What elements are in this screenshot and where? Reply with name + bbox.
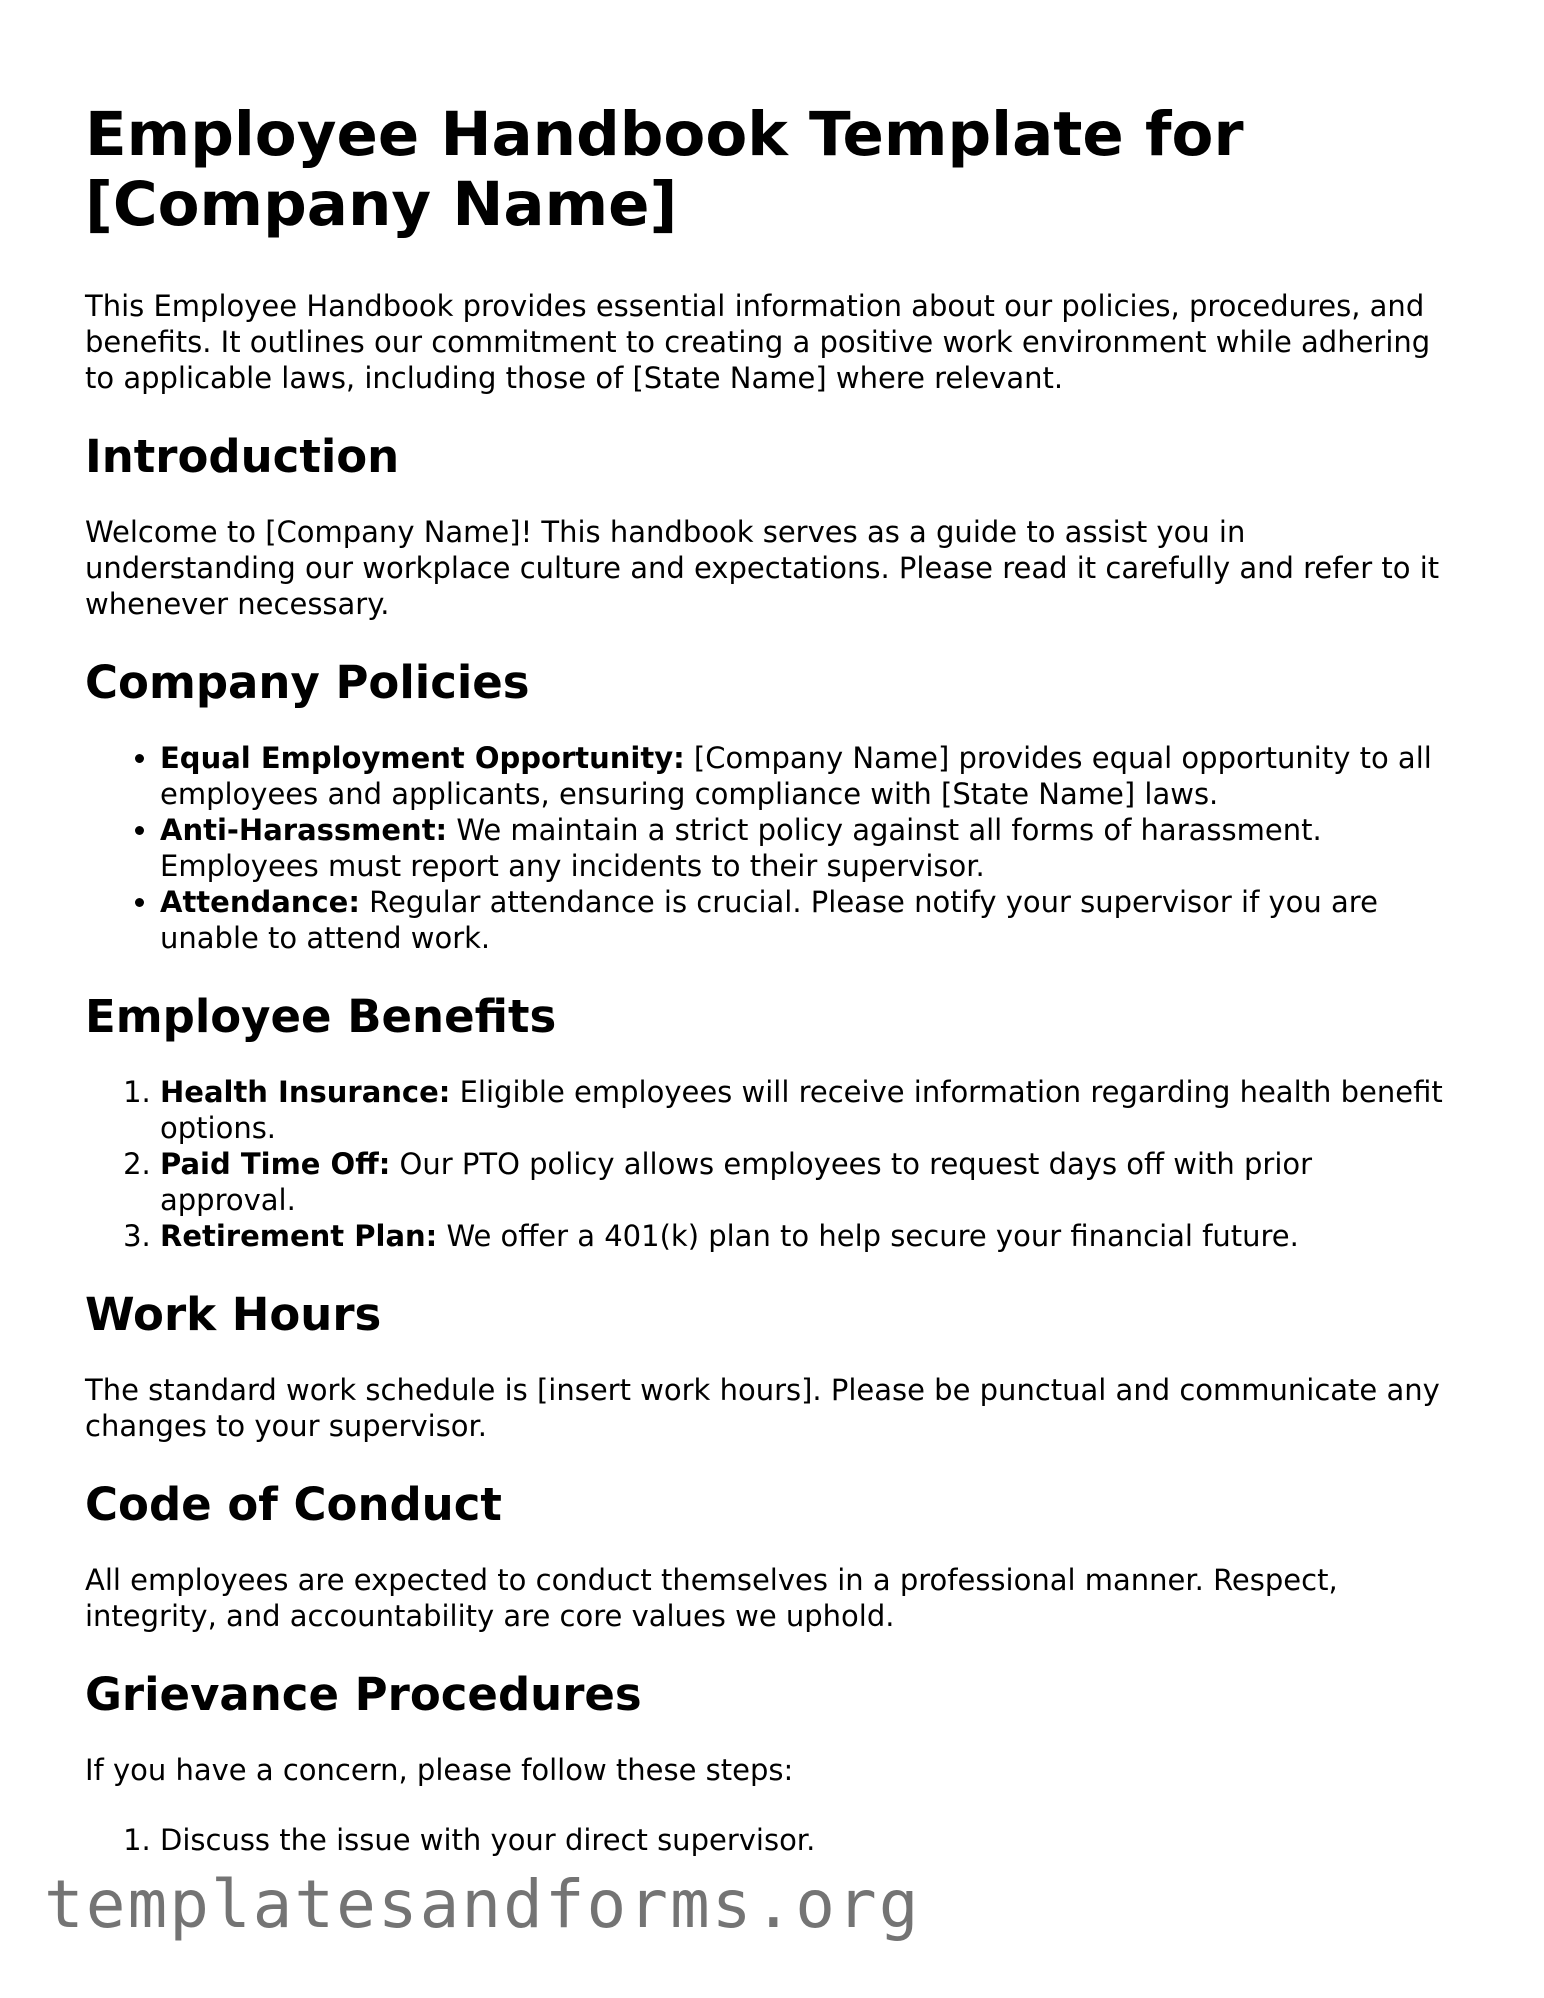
benefit-item <box>160 1074 1455 1146</box>
policies-list <box>85 740 1455 956</box>
policy-item <box>160 812 1455 884</box>
benefit-item <box>160 1218 1455 1254</box>
work-hours-heading: Work Hours <box>85 1288 382 1341</box>
grievance-heading: Grievance Procedures <box>85 1668 642 1721</box>
benefit-text: Eligible employees will receive information regarding health benefit options. <box>160 1075 1443 1145</box>
conduct-text: All employees are expected to conduct themselves in a professional manner. Respect, integrity, and accountability are core values we uphold. <box>85 1563 1338 1633</box>
benefit-label: Retirement Plan: <box>160 1219 438 1253</box>
conduct-heading: Code of Conduct <box>85 1478 502 1531</box>
policy-item <box>160 884 1455 956</box>
policy-label: Attendance: <box>160 885 360 919</box>
grievance-steps <box>85 1822 1455 1858</box>
benefits-list <box>85 1074 1455 1254</box>
introduction-heading: Introduction <box>85 430 400 483</box>
benefit-label: Paid Time Off: <box>160 1147 391 1181</box>
benefit-text: Our PTO policy allows employees to request days off with prior approval. <box>160 1147 1313 1217</box>
policy-label: Equal Employment Opportunity: <box>160 741 685 775</box>
benefits-heading: Employee Benefits <box>85 990 557 1043</box>
document-page <box>85 100 1455 1892</box>
benefit-item <box>160 1146 1455 1218</box>
policy-label: Anti-Harassment: <box>160 813 448 847</box>
intro-paragraph: This Employee Handbook provides essential information about our policies, procedures, and benefits. It outlines our commitment to creating a positive work environment while adhering to applicable laws, including those of [State Name] where relevant. <box>85 289 1431 395</box>
policy-text: Regular attendance is crucial. Please notify your supervisor if you are unable to attend work. <box>160 885 1378 955</box>
benefit-text: We offer a 401(k) plan to help secure your financial future. <box>437 1219 1299 1253</box>
work-hours-text: The standard work schedule is [insert work hours]. Please be punctual and communicate any changes to your supervisor. <box>85 1373 1440 1443</box>
grievance-step: 1. Discuss the issue with your direct supervisor. <box>160 1822 1455 1858</box>
benefit-label: Health Insurance: <box>160 1075 451 1109</box>
watermark: templatesandforms.org <box>44 1866 921 1943</box>
policy-text: [Company Name] provides equal opportunity to all employees and applicants, ensuring compliance with [State Name] laws. <box>160 741 1432 811</box>
introduction-text: Welcome to [Company Name]! This handbook serves as a guide to assist you in understanding our workplace culture and expectations. Please read it carefully and refer to it whenever necessary. <box>85 515 1440 621</box>
policies-heading: Company Policies <box>85 656 530 709</box>
policy-item <box>160 740 1455 812</box>
grievance-text: If you have a concern, please follow these steps: <box>85 1753 794 1787</box>
document-title: Employee Handbook Template for [Company Name] <box>85 99 1244 240</box>
policy-text: We maintain a strict policy against all forms of harassment. Employees must report any incidents to their supervisor. <box>160 813 1322 883</box>
